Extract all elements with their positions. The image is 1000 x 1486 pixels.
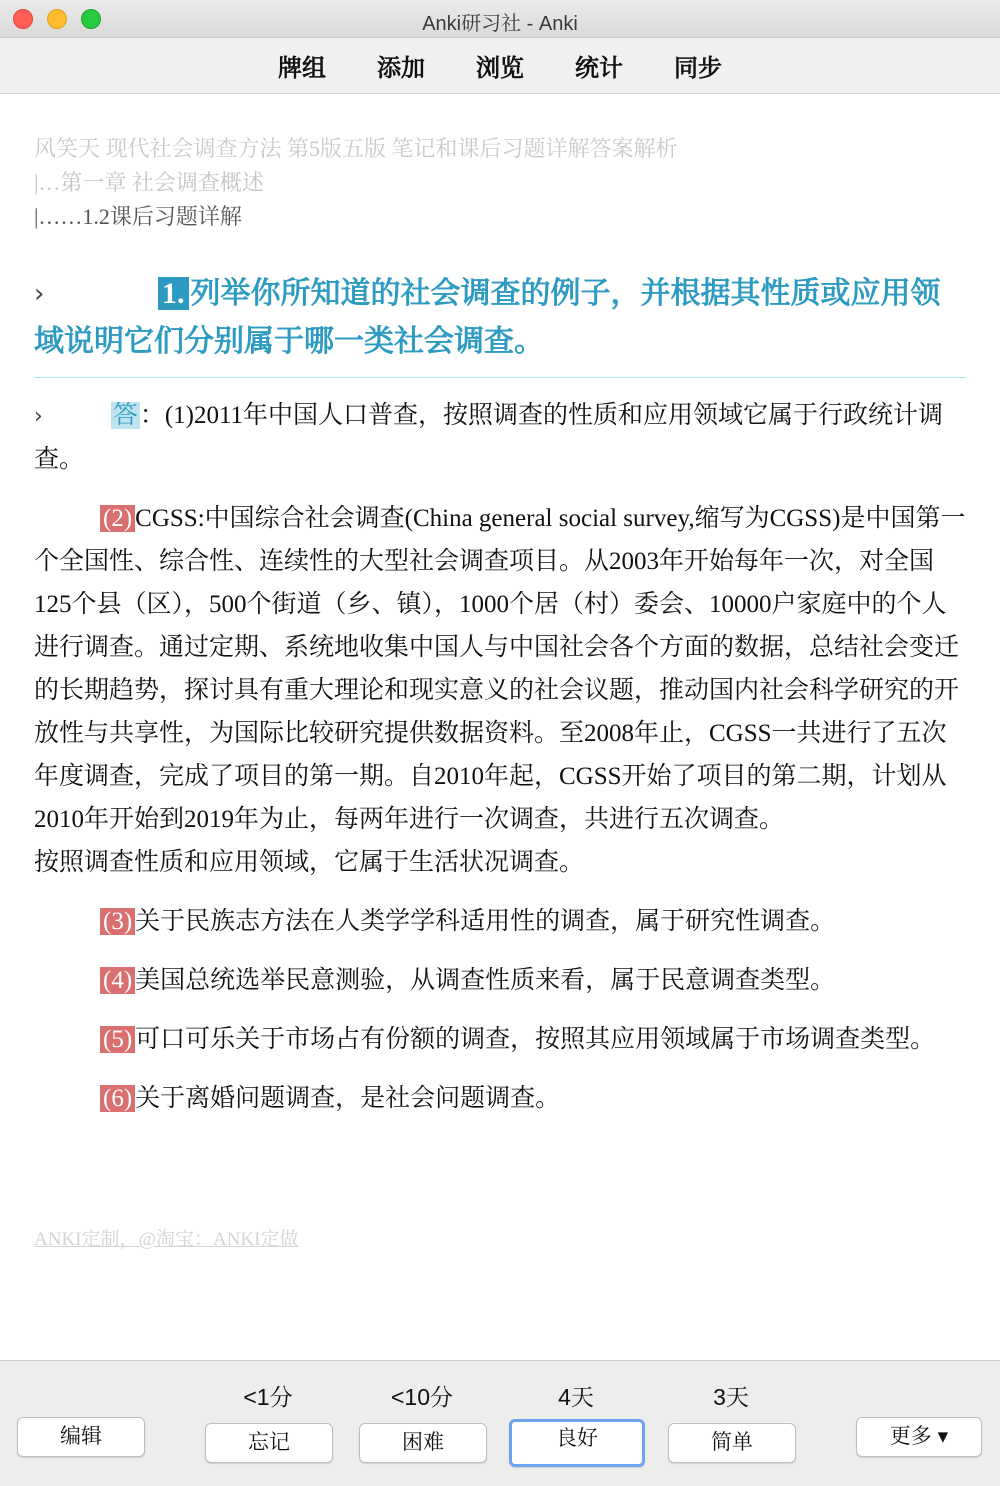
question-body: 列举你所知道的社会调查的例子，并根据其性质或应用领域说明它们分别属于哪一类社会调查。 <box>34 277 941 358</box>
answer-item-1: ：(1)2011年中国人口普查，按照调查的性质和应用领域它属于行政统计调查。 <box>34 402 944 473</box>
again-button[interactable]: 忘记 <box>205 1423 333 1463</box>
question-answer-divider <box>34 377 966 378</box>
breadcrumb-chapter: |…第一章 社会调查概述 <box>34 170 264 195</box>
question-number: 1. <box>158 277 189 310</box>
title-bar <box>0 0 1000 38</box>
edit-button[interactable]: 编辑 <box>17 1417 145 1457</box>
hard-button[interactable]: 困难 <box>359 1423 487 1463</box>
easy-button[interactable]: 简单 <box>668 1423 796 1463</box>
breadcrumb <box>34 132 678 234</box>
answer-badge: (6) <box>100 1085 135 1112</box>
footer-link[interactable]: ANKI定制，@淘宝：ANKI定做 <box>34 1229 299 1250</box>
breadcrumb-section: |……1.2课后习题详解 <box>34 204 242 229</box>
toolbar-browse[interactable]: 浏览 <box>476 55 524 82</box>
chevron-right-icon[interactable]: › <box>34 279 45 309</box>
toolbar-decks[interactable]: 牌组 <box>278 55 326 82</box>
interval-easy: 3天 <box>713 1384 749 1410</box>
answer-item-2-conclusion: 按照调查性质和应用领域，它属于生活状况调查。 <box>34 849 585 876</box>
interval-good: 4天 <box>558 1384 594 1410</box>
interval-again: <1分 <box>243 1384 293 1410</box>
answer-label: 答 <box>112 402 138 429</box>
answer-item-4: 美国总统选举民意测验，从调查性质来看，属于民意调查类型。 <box>135 967 836 994</box>
review-bar <box>0 1360 1000 1486</box>
toolbar-sync[interactable]: 同步 <box>674 55 722 82</box>
answer-item-2: CGSS:中国综合社会调查(China general social survey,缩写为CGSS)是中国第一个全国性、综合性、连续性的大型社会调查项目。从2003年开始每年一次，对全国125个县（区），500个街道（乡、镇），1000个居（村）委会、10000户家庭中的个人进行调查。通过定期、系统地收集中国人与中国社会各个方面的数据，总结社会变迁的长期趋势，探讨具有重大理论和现实意义的社会议题，推动国内社会科学研究的开放性与共享性，为国际比较研究提供数据资料。至2008年止，CGSS一共进行了五次年度调查，完成了项目的第一期。自2010年起，CGSS开始了项目的第二期，计划从2010年开始到2019年为止，每两年进行一次调查，共进行五次调查。 <box>34 505 966 833</box>
question-text <box>34 270 966 366</box>
answer-badge: (4) <box>100 967 135 994</box>
window-title: Anki研习社 - Anki <box>422 13 578 35</box>
answer-badge: (5) <box>100 1026 135 1053</box>
card-content <box>34 94 966 1360</box>
answer-item-3: 关于民族志方法在人类学学科适用性的调查，属于研究性调查。 <box>135 908 836 935</box>
answer-text <box>34 394 966 1136</box>
answer-badge: (2) <box>100 505 135 532</box>
answer-badge: (3) <box>100 908 135 935</box>
more-button[interactable]: 更多 ▾ <box>856 1417 982 1457</box>
toolbar-add[interactable]: 添加 <box>377 55 425 82</box>
breadcrumb-book: 风笑天 现代社会调查方法 第5版五版 笔记和课后习题详解答案解析 <box>34 136 678 161</box>
interval-hard: <10分 <box>390 1384 453 1410</box>
chevron-right-icon[interactable]: › <box>34 404 43 429</box>
answer-item-5: 可口可乐关于市场占有份额的调查，按照其应用领域属于市场调查类型。 <box>135 1026 936 1053</box>
answer-item-6: 关于离婚问题调查，是社会问题调查。 <box>135 1085 561 1112</box>
main-toolbar <box>0 38 1000 94</box>
good-button[interactable]: 良好 <box>509 1419 645 1467</box>
toolbar-stats[interactable]: 统计 <box>575 55 623 82</box>
